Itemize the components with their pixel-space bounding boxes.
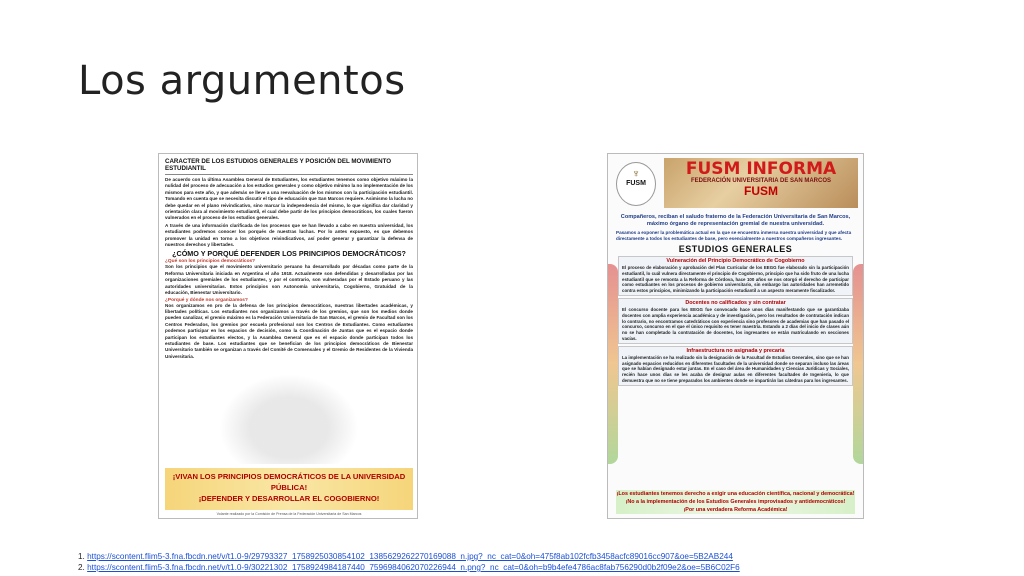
flyer1-paragraph: De acuerdo con la última Asamblea General de Estudiantes, los estudiantes tenemos como objetivo máximo la nulidad del proceso de adecuación a los estudios generales y como objetivo mínimo la no implementación de los mismos para este año, y que además se lleve a una reevaluación de los mismos con la participación estudiantil. Tomando en cuenta que se necesita discutir el tipo de educación que San Marcos requiere. Asimismo la lucha no debe quedar en el plano reivindicativo, sino marcar la independencia del mismo, lo que significa dar claridad y orientación clara al movimiento estudiantil, el cual debe partir de los principios democráticos, los cuales fueron vulnerados en el proceso de los estudios generales.	[165, 177, 413, 221]
flyer2-footer	[616, 490, 855, 514]
flyer2-section-title: ESTUDIOS GENERALES	[678, 244, 793, 254]
flyer2-intro: Pasamos a exponer la problemática actual en la que se encuentra inmersa nuestra universidad y que afecta directamente a todos los estudiantes de base, pero esencialmente a nuestros compañeros ingresantes.	[616, 230, 852, 241]
footnote-number: 1.	[78, 552, 85, 561]
flyer1-heading: CARACTER DE LOS ESTUDIOS GENERALES Y POSICIÓN DEL MOVIMIENTO ESTUDIANTIL	[165, 158, 413, 175]
flyer-image-2	[607, 153, 864, 519]
flyer1-banner	[165, 468, 413, 510]
box-text: La implementación se ha realizado sin la designación de la Facultad de Estudios Generales, sino que se han asignado espacios reducidos en diferentes facultades de la universidad donde se separan incluso las áreas que se habían designado estar juntas. En el caso del área de Humanidades y Ciencias Jurídicas y Sociales, recién hace unos días se les acaba de designar aulas en diferentes facultades de Ingeniería, lo que demuestra que no se tiene preparados los ambientes donde se impartirán las cátedras para los ingresantes.	[622, 354, 849, 383]
flyer2-header	[608, 154, 863, 212]
footnote	[78, 551, 740, 562]
arrow-decoration-icon	[853, 264, 863, 464]
flyer1-footer: Volante realizado por la Comisión de Prensa de la Federación Universitaria de San Marcos	[216, 512, 362, 516]
fist-watermark-icon	[219, 374, 359, 464]
flyer2-lead: Compañeros, reciban el saludo fraterno de la Federación Universitaria de San Marcos, máximo órgano de representación gremial de nuestra universidad.	[620, 214, 851, 227]
box-text: El proceso de elaboración y aprobación del Plan Curricular de los EEGG fue elaborado sin la participación estudiantil, lo cuál vulnera directamente el principio de Cogobierno, principio que ha sido fruto de una lucha estudiantil que se remonta a la Reforma de Córdova, hace 100 años se nos otorgó el derecho de participar como estudiantes en los procesos de gobierno universitario, sin embargo las autoridades han arremetido contra estos principios, minimizando la participación estudiantil a un aspecto meramente fiscalizador.	[622, 265, 849, 294]
flyer2-box	[618, 298, 853, 344]
flyer2-box	[618, 256, 853, 296]
box-title: Infraestructura no asignada y precaria	[686, 347, 785, 354]
footnote	[78, 562, 740, 573]
box-text: El concurso docente para los EEGG fue convocado hace unos días manifestando que se garantizaba docentes con amplia experiencia académica y de investigación, pero los resultados de contratación indican lo contrario, no encontramos catedráticos con experiencia sino profesores de academias que han pasado el concurso, concurso en el que el único requisito es tener maestría. Estando a 2 días del inicio de clases aún no se han completado la contratación de docentes, los ingresantes se están matriculando en secciones vacías.	[622, 306, 849, 341]
footer-line: ¡No a la implementación de los Estudios Generales improvisados y antidemocráticos!	[625, 499, 846, 505]
box-title: Docentes no calificados y sin contratar	[685, 299, 786, 306]
brand-fusm: FUSM	[744, 184, 778, 198]
logo-text: FUSM	[626, 180, 646, 187]
brand-subtitle: FEDERACIÓN UNIVERSITARIA DE SAN MARCOS	[690, 178, 831, 184]
footer-line: ¡Por una verdadera Reforma Académica!	[683, 507, 788, 513]
brand-title: FUSM INFORMA	[685, 159, 837, 179]
lamp-icon: ♆	[631, 168, 641, 180]
flyer1-paragraph: Nos organizamos en pro de la defensa de los principios democráticos, nuestras libertades académicas, y libertades políticas. Los estudiantes nos organizamos a través de los gremios, que son los medios donde pueden canalizar, el gremio máximo es la Federación Universitaria de San Marcos, el gremio de Facultad son los Centros Federados, los gremios por escuela profesional son los Centros de Estudiantes. Como estudiantes podemos participar en los espacios de decisión, como la Coordinación de Juntas que es el espacio donde participan los estudiantes electos, y la Asamblea General que es el espacio donde participan todos los estudiantes de base. Los estudiantes que se benefician de los principios democráticos de Bienestar Universitario también se organizan a través del Comité de Comensales y el Gremio de Residentes de la Vivienda Universitaria.	[165, 302, 413, 359]
slide-title: Los argumentos	[78, 58, 406, 104]
flyer1-question: ¿Porqué y dónde nos organizamos?	[165, 297, 248, 303]
fusm-logo	[616, 162, 656, 206]
flyer1-banner-line: ¡DEFENDER Y DESARROLLAR EL COGOBIERNO!	[198, 494, 380, 503]
flyer-image-1	[158, 153, 418, 519]
flyer2-brand-banner	[664, 158, 858, 208]
flyer1-paragraph: A través de una información clarificada de los procesos que se han llevado a cabo en nuestra universidad, los estudiantes podremos conocer los porqués de nuestras luchas. Por lo antes expuesto, es que debemos promover la unidad en torno a los objetivos reivindicativos, así poder generar y garantizar la defensa de nuestros derechos y libertades.	[165, 222, 413, 248]
flyer1-paragraph: Son los principios que el movimiento universitario peruano ha desarrollado por décadas como parte de la Reforma Universitaria iniciada en Argentina el año 1918. Actualmente son defendidas y desarrolladas por las organizaciones gremiales de los estudiantes, y por el contrario, son vulneradas por el Estado peruano y las autoridades universitarias. Estos principios son Autonomía universitaria, Cogobierno, Gratuidad de la educación, Bienestar Universitario.	[165, 264, 413, 296]
footnote-link[interactable]: https://scontent.flim5-3.fna.fbcdn.net/v/t1.0-9/30221302_1758924984187440_7596984062070226944_n.png?_nc_cat=0&oh=b9b4efe4786ac8fab756290d0b2f09e2&oe=5B6C02F6	[87, 563, 740, 572]
flyer2-box	[618, 346, 853, 386]
flyer1-banner-line: ¡VIVAN LOS PRINCIPIOS DEMOCRÁTICOS DE LA UNIVERSIDAD PÚBLICA!	[172, 472, 406, 492]
footer-line: ¡Los estudiantes tenemos derecho a exigir una educación científica, nacional y democrática!	[616, 491, 855, 497]
footnotes	[78, 551, 740, 573]
footnote-link[interactable]: https://scontent.flim5-3.fna.fbcdn.net/v/t1.0-9/29793327_1758925030854102_1385629262270169088_n.jpg?_nc_cat=0&oh=475f8ab102fcfb3458acfc89016cc907&oe=5B2AB244	[87, 552, 733, 561]
arrow-decoration-icon	[608, 264, 618, 464]
flyer1-big-question: ¿CÓMO Y PORQUÉ DEFENDER LOS PRINCIPIOS DEMOCRÁTICOS?	[172, 249, 406, 259]
footnote-number: 2.	[78, 563, 85, 572]
flyer1-question: ¿Qué son los principios democráticos?	[165, 259, 256, 265]
box-title: Vulneración del Principio Democrático de Cogobierno	[666, 258, 805, 264]
